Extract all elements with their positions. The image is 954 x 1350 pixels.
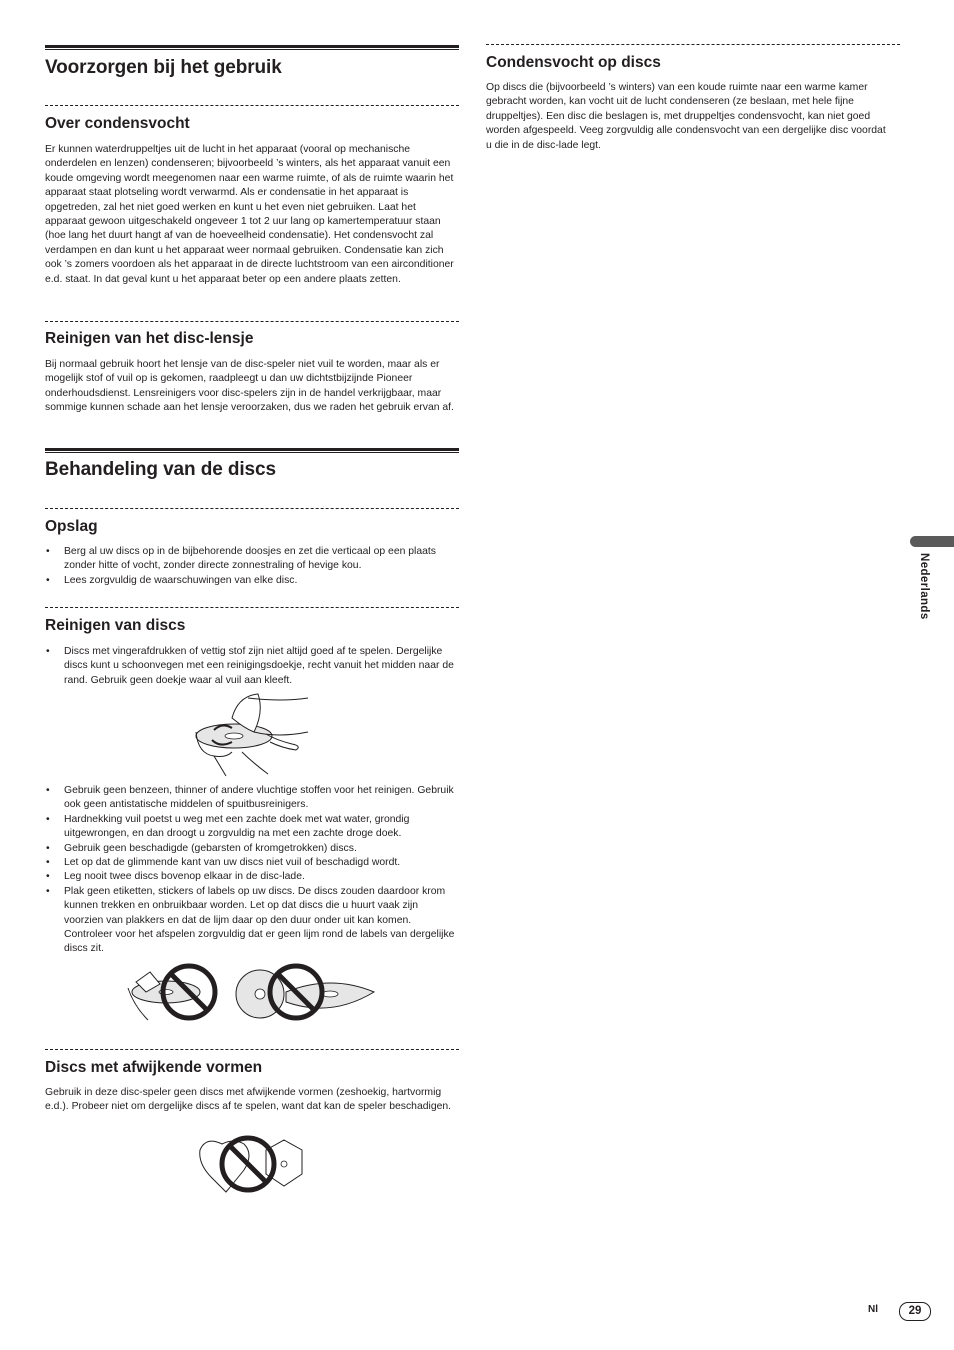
cleaning-list-a	[45, 645, 457, 688]
list-item: • Hardnekking vuil poetst u weg met een zachte doek met wat water, grondig uitgewrongen, en dan droogt u zorgvuldig na met een zachte droge doek.	[45, 813, 457, 842]
language-code: Nl	[868, 1304, 878, 1315]
heading-lens-cleaning: Reinigen van het disc-lensje	[45, 330, 254, 347]
list-item: • Berg al uw discs op in de bijbehorende doosjes en zet die verticaal op een plaats zonder hitte of vocht, zonder directe zonnestraling of hevige kou.	[45, 545, 457, 574]
storage-list	[45, 545, 457, 588]
list-item: • Plak geen etiketten, stickers of labels op uw discs. De discs zouden daardoor krom kunnen trekken en onbruikbaar worden. Let op dat discs die u huurt vaak zijn voorzien van plakkers en dat de lijm daar op den duur onder uit kan komen. Controleer voor het afspelen zorgvuldig dat er geen lijm rond de labels van dergelijke discs zit.	[45, 885, 457, 957]
condensation-discs-paragraph: Op discs die (bijvoorbeeld ’s winters) van een koude ruimte naar een warme kamer gebracht worden, kan vocht uit de lucht condenseren (ze beslaan, met hele fijne druppeltjes). Een disc die beslagen is, met druppeltjes condensvocht, kan niet goed worden afgespeeld. Veeg zorgvuldig alle condensvocht van een dergelijke disc voordat u die in de disc-lade legt.	[486, 82, 886, 151]
list-item: • Let op dat de glimmende kant van uw discs niet vuil of beschadigd wordt.	[45, 856, 457, 870]
heading-condensation-discs: Condensvocht op discs	[486, 54, 661, 71]
subsection-divider	[45, 508, 459, 509]
list-item: • Leg nooit twee discs bovenop elkaar in de disc-lade.	[45, 870, 457, 884]
no-shaped-discs-illustration	[196, 1134, 306, 1194]
odd-shaped-discs-paragraph: Gebruik in deze disc-speler geen discs met afwijkende vormen (zeshoekig, hartvormig e.d.). Probeer niet om dergelijke discs af te spelen, want dat kan de speler beschadigen.	[45, 1087, 452, 1113]
section-rule	[45, 45, 459, 48]
subsection-divider	[486, 44, 900, 45]
subsection-divider	[45, 607, 459, 608]
no-sticker-warped-disc-illustration	[126, 962, 376, 1024]
list-item: • Gebruik geen benzeen, thinner of andere vluchtige stoffen voor het reinigen. Gebruik ook geen antistatische middelen of spuitbusreinigers.	[45, 784, 457, 813]
language-label-text: Nederlands	[918, 553, 930, 620]
heading-condensation: Over condensvocht	[45, 115, 190, 132]
list-item: • Discs met vingerafdrukken of vettig stof zijn niet altijd goed af te spelen. Dergelijke discs kunt u schoonvegen met een reinigingsdoekje, recht vanuit het midden naar de rand. Gebruik geen doekje waar al vuil aan kleeft.	[45, 645, 457, 688]
subsection-divider	[45, 321, 459, 322]
heading-storage: Opslag	[45, 518, 98, 535]
subsection-divider	[45, 1049, 459, 1050]
condensation-paragraph: Er kunnen waterdruppeltjes uit de lucht in het apparaat (vooral op mechanische onderdelen en lenzen) condenseren; bijvoorbeeld ’s winters, als het apparaat vanuit een koude omgeving wordt meegenomen naar een warme ruimte, of als de ruimte waarin het apparaat staat plotseling wordt verwarmd. Als er condensatie in het apparaat is opgetreden, zal het niet goed werken en kunt u het even niet gebruiken. Laat het apparaat gewoon uitgeschakeld ongeveer 1 tot 2 uur lang op kamertemperatuur staan (hoe lang het duurt hangt af van de hoeveelheid condensatie). Het condensvocht zal verdampen en dan kunt u het apparaat weer normaal gebruiken. Condensatie kan zich ook ’s zomers voordoen als het apparaat in de directe luchtstroom van een airconditioner e.d. staat. In dat geval kunt u het apparaat beter op een andere plaats zetten.	[45, 144, 454, 285]
page-number: 29	[899, 1302, 931, 1321]
section-rule	[45, 448, 459, 451]
heading-odd-shaped-discs: Discs met afwijkende vormen	[45, 1059, 263, 1076]
subsection-divider	[45, 105, 459, 106]
lens-cleaning-paragraph: Bij normaal gebruik hoort het lensje van de disc-speler niet vuil te worden, maar als er mogelijk stof of vuil op is gekomen, raadpleegt u dan uw dichtstbijzijnde Pioneer onderhoudsdienst. Lensreinigers voor disc-spelers zijn in de handel verkrijgbaar, maar sommige kunnen schade aan het lensje veroorzaken, dus we raden het gebruik ervan af.	[45, 359, 454, 414]
list-item: • Gebruik geen beschadigde (gebarsten of kromgetrokken) discs.	[45, 842, 457, 856]
heading-disc-cleaning: Reinigen van discs	[45, 617, 186, 634]
language-side-label	[918, 553, 932, 643]
cleaning-list-b	[45, 784, 457, 957]
language-side-tab	[910, 536, 954, 547]
disc-wiping-illustration	[192, 692, 312, 778]
list-item: • Lees zorgvuldig de waarschuwingen van elke disc.	[45, 574, 457, 588]
section-title-disc-handling: Behandeling van de discs	[45, 459, 276, 480]
section-title-precautions: Voorzorgen bij het gebruik	[45, 57, 282, 78]
